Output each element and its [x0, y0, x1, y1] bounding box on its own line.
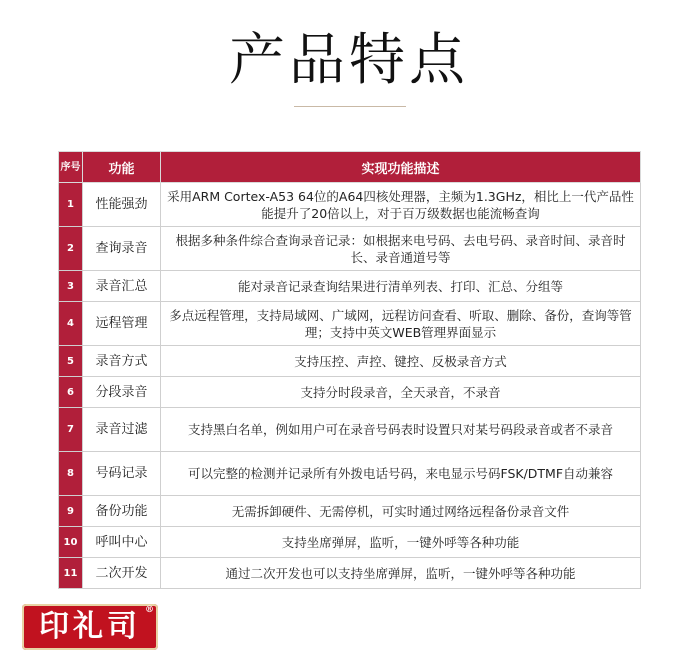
row-description: 支持坐席弹屏，监听，一键外呼等各种功能 — [161, 527, 641, 558]
row-description: 采用ARM Cortex-A53 64位的A64四核处理器，主频为1.3GHz，相比上一代产品性能提升了20倍以上，对于百万级数据也能流畅查询 — [161, 183, 641, 227]
row-function: 备份功能 — [83, 496, 161, 527]
header-no: 序号 — [59, 152, 83, 183]
row-function: 性能强劲 — [83, 183, 161, 227]
row-number: 9 — [59, 496, 83, 527]
table-row — [59, 227, 641, 271]
row-number: 8 — [59, 452, 83, 496]
row-description: 无需拆卸硬件、无需停机，可实时通过网络远程备份录音文件 — [161, 496, 641, 527]
row-number: 2 — [59, 227, 83, 271]
row-description: 根据多种条件综合查询录音记录：如根据来电号码、去电号码、录音时间、录音时长、录音通道号等 — [161, 227, 641, 271]
brand-logo — [22, 604, 158, 650]
table-row — [59, 558, 641, 589]
row-number: 10 — [59, 527, 83, 558]
table-row — [59, 346, 641, 377]
row-function: 号码记录 — [83, 452, 161, 496]
row-description: 支持分时段录音，全天录音，不录音 — [161, 377, 641, 408]
feature-table — [58, 151, 641, 589]
row-function: 呼叫中心 — [83, 527, 161, 558]
table-header-row — [59, 152, 641, 183]
row-description: 支持黑白名单，例如用户可在录音号码表时设置只对某号码段录音或者不录音 — [161, 408, 641, 452]
row-description: 可以完整的检测并记录所有外拨电话号码，来电显示号码FSK/DTMF自动兼容 — [161, 452, 641, 496]
table-row — [59, 408, 641, 452]
row-description: 支持压控、声控、键控、反极录音方式 — [161, 346, 641, 377]
header-function: 功能 — [83, 152, 161, 183]
row-number: 6 — [59, 377, 83, 408]
row-function: 录音汇总 — [83, 271, 161, 302]
row-number: 7 — [59, 408, 83, 452]
row-description: 能对录音记录查询结果进行清单列表、打印、汇总、分组等 — [161, 271, 641, 302]
title-divider — [294, 106, 406, 107]
table-row — [59, 302, 641, 346]
row-description: 多点远程管理，支持局域网、广域网，远程访问查看、听取、删除、备份，查询等管理；支持中英文WEB管理界面显示 — [161, 302, 641, 346]
page-title: 产品特点 — [229, 28, 469, 93]
row-description: 通过二次开发也可以支持坐席弹屏，监听，一键外呼等各种功能 — [161, 558, 641, 589]
row-function: 分段录音 — [83, 377, 161, 408]
table-row — [59, 452, 641, 496]
row-function: 录音方式 — [83, 346, 161, 377]
registered-mark: ® — [145, 605, 154, 615]
row-function: 录音过滤 — [83, 408, 161, 452]
row-number: 3 — [59, 271, 83, 302]
row-number: 4 — [59, 302, 83, 346]
row-function: 查询录音 — [83, 227, 161, 271]
row-number: 11 — [59, 558, 83, 589]
table-row — [59, 271, 641, 302]
row-number: 1 — [59, 183, 83, 227]
row-number: 5 — [59, 346, 83, 377]
table-row — [59, 183, 641, 227]
row-function: 二次开发 — [83, 558, 161, 589]
row-function: 远程管理 — [83, 302, 161, 346]
logo-text: 印礼司 — [39, 609, 141, 644]
table-row — [59, 496, 641, 527]
header-description: 实现功能描述 — [161, 152, 641, 183]
table-row — [59, 527, 641, 558]
table-row — [59, 377, 641, 408]
